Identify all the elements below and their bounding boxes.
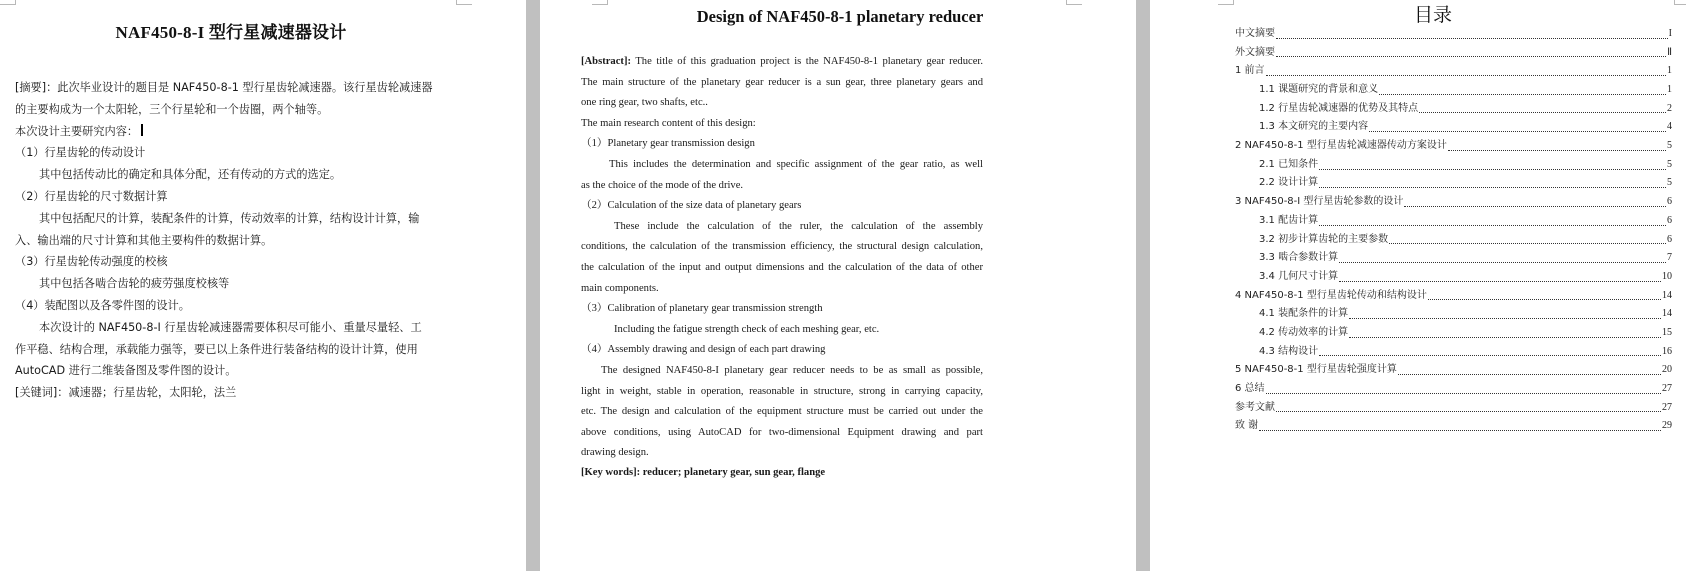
toc-page-number: 6 [1667,214,1672,226]
toc-entry-title: 4.1 装配条件的计算 [1259,308,1349,320]
toc-page-number: 7 [1667,252,1672,264]
toc-page-number: 14 [1662,308,1672,320]
abstract-label: [摘要] [15,81,47,94]
toc-page-number: 1 [1667,84,1672,96]
toc-page-number: 27 [1662,401,1672,413]
abstract-label: [Abstract]: [581,56,632,67]
toc-entry[interactable] [1235,118,1672,137]
toc-entry[interactable] [1235,249,1672,268]
item-desc: 入、输出端的尺寸计算和其他主要构件的数据计算。 [15,233,273,247]
toc-entry-title: 3.4 几何尺寸计算 [1259,270,1339,282]
toc-dot-leader [1319,168,1666,170]
toc-entry-title: 外文摘要 [1235,46,1275,58]
toc-entry-title: 3 NAF450-8-I 型行星齿轮参数的设计 [1235,196,1404,208]
item-desc: These include the calculation of the ruler, the calculation of the assembly [614,220,983,232]
toc-entry[interactable] [1235,417,1672,436]
toc-page-number: 15 [1662,326,1672,338]
toc-page-number: 5 [1667,158,1672,170]
abstract-text: one ring gear, two shafts, etc.. [581,97,708,109]
toc-dot-leader [1276,55,1666,57]
toc-entry-title: 2.2 设计计算 [1259,177,1319,189]
toc-dot-leader [1404,205,1666,207]
toc-entry[interactable] [1235,212,1672,231]
toc-entry[interactable] [1235,193,1672,212]
toc-entry-title: 3.1 配齿计算 [1259,214,1319,226]
toc-entry[interactable] [1235,44,1672,63]
toc-dot-leader [1369,130,1666,132]
toc-entry-title: 4.2 传动效率的计算 [1259,326,1349,338]
margin-corner-mark [1066,0,1082,5]
toc-entry[interactable] [1235,268,1672,287]
toc-page-number: 5 [1667,177,1672,189]
toc-entry-title: 4 NAF450-8-1 型行星齿轮传动和结构设计 [1235,289,1427,301]
toc-dot-leader [1276,37,1668,39]
toc-dot-leader [1419,111,1666,113]
toc-entry[interactable] [1235,137,1672,156]
item-desc: the calculation of the input and output dimensions and the calculation of the data of other [581,261,983,273]
document-title-cn: NAF450-8-I 型行星减速器设计 [115,23,347,42]
toc-entry[interactable] [1235,287,1672,306]
item-heading: （4）装配图以及各零件图的设计。 [15,298,190,312]
item-desc: Including the fatigue strength check of each meshing gear, etc. [614,323,880,335]
abstract-text: 的主要构成为一个太阳轮，三个行星轮和一个齿圈，两个轴等。 [15,102,329,116]
margin-corner-mark [0,0,16,5]
toc-entry-title: 1 前言 [1235,65,1265,77]
toc-page-number: Ⅱ [1667,46,1672,58]
item-heading: （3）行星齿轮传动强度的校核 [15,255,168,269]
toc-entry-title: 1.3 本文研究的主要内容 [1259,121,1369,133]
toc-page-number: 2 [1667,102,1672,114]
page-gutter [1136,0,1150,571]
conclusion-text: The designed NAF450-8-I planetary gear reducer needs to be as small as possible, [601,364,983,376]
toc-entry-title: 2 NAF450-8-1 型行星齿轮减速器传动方案设计 [1235,140,1447,152]
toc-dot-leader [1276,410,1661,412]
toc-entry[interactable] [1235,231,1672,250]
page-table-of-contents [1150,0,1686,571]
conclusion-text: 本次设计的 NAF450-8-I 行星齿轮减速器需要体积尽可能小、重量尽量轻、工 [39,320,422,334]
conclusion-text: 作平稳、结构合理，承载能力强等，要已以上条件进行装备结构的设计计算，使用 [15,342,418,356]
item-heading: （4）Assembly drawing and design of each part drawing [581,344,826,356]
toc-title: 目录 [1413,4,1452,26]
margin-corner-mark [456,0,472,5]
abstract-text: ：此次毕业设计的题目是 NAF450-8-1 型行星齿轮减速器。该行星齿轮减速器 [46,81,433,94]
toc-page-number: 20 [1662,364,1672,376]
toc-page-number: 5 [1667,140,1672,152]
toc-page-number: 1 [1667,65,1672,77]
page-english-abstract [540,0,1136,571]
toc-dot-leader [1398,373,1661,375]
item-heading: （2）行星齿轮的尺寸数据计算 [15,189,168,203]
toc-entry-title: 6 总结 [1235,383,1265,395]
item-desc: 其中包括传动比的确定和具体分配，还有传动的方式的选定。 [39,168,342,182]
toc-entry[interactable] [1235,343,1672,362]
toc-dot-leader [1319,186,1666,188]
toc-list [1235,25,1672,436]
toc-entry-title: 1.2 行星齿轮减速器的优势及其特点 [1259,102,1419,114]
conclusion-text: above conditions, using AutoCAD for two-dimensional Equipment drawing and part [581,426,983,438]
conclusion-text: drawing design. [581,447,649,459]
toc-entry[interactable] [1235,399,1672,418]
toc-page-number: I [1668,27,1672,39]
abstract-body-cn[interactable] [15,77,447,404]
toc-entry[interactable] [1235,156,1672,175]
item-heading: （3）Calibration of planetary gear transmission strength [581,303,823,315]
toc-dot-leader [1339,280,1661,282]
toc-dot-leader [1266,392,1661,394]
abstract-text: The title of this graduation project is the NAF450-8-1 planetary gear reducer. [631,56,983,67]
toc-page-number: 6 [1667,196,1672,208]
abstract-body-en[interactable] [581,52,983,481]
item-heading: （2）Calculation of the size data of planetary gears [581,200,802,212]
toc-entry-title: 3.2 初步计算齿轮的主要参数 [1259,233,1389,245]
keywords: [Key words]: reducer; planetary gear, sun gear, flange [581,466,826,478]
toc-page-number: 14 [1662,289,1672,301]
toc-dot-leader [1379,93,1666,95]
toc-entry-title: 3.3 啮合参数计算 [1259,252,1339,264]
item-desc: 其中包括各啮合齿轮的疲劳强度校核等 [39,277,230,291]
item-heading: （1）Planetary gear transmission design [581,138,755,150]
toc-entry[interactable] [1235,62,1672,81]
toc-page-number: 16 [1662,345,1672,357]
toc-entry[interactable] [1235,81,1672,100]
margin-corner-mark [592,0,608,5]
toc-dot-leader [1448,149,1666,151]
toc-entry-title: 4.3 结构设计 [1259,345,1319,357]
toc-dot-leader [1319,224,1666,226]
item-desc: main components. [581,282,659,294]
conclusion-text: etc. The design and calculation of the equipment structure must be carried out under the [581,406,983,418]
toc-entry-title: 致 谢 [1235,420,1259,432]
toc-entry-title: 2.1 已知条件 [1259,158,1319,170]
item-desc: conditions, the calculation of the transmission efficiency, the structural design calculation, [581,241,983,253]
toc-entry-title: 1.1 课题研究的背景和意义 [1259,84,1379,96]
document-title-en: Design of NAF450-8-1 planetary reducer [696,7,984,26]
item-desc: 其中包括配尺的计算，装配条件的计算，传动效率的计算，结构设计计算，输 [39,211,420,225]
toc-dot-leader [1349,317,1661,319]
toc-dot-leader [1319,354,1661,356]
conclusion-text: AutoCAD 进行二维装备图及零件图的设计。 [15,364,237,378]
toc-entry-title: 参考文献 [1235,401,1275,413]
toc-entry[interactable] [1235,380,1672,399]
toc-dot-leader [1339,261,1666,263]
toc-entry[interactable] [1235,305,1672,324]
toc-entry-title: 中文摘要 [1235,27,1275,39]
item-desc: as the choice of the mode of the drive. [581,179,744,191]
toc-dot-leader [1428,298,1661,300]
item-heading: （1）行星齿轮的传动设计 [15,146,146,160]
toc-entry[interactable] [1235,324,1672,343]
abstract-text: The main structure of the planetary gear reducer is a sun gear, three planetary gears and [581,76,983,88]
toc-dot-leader [1259,429,1661,431]
toc-page-number: 10 [1662,270,1672,282]
toc-dot-leader [1266,74,1666,76]
toc-entry[interactable] [1235,175,1672,194]
toc-entry[interactable] [1235,25,1672,44]
item-desc: This includes the determination and specific assignment of the gear ratio, as well [609,158,983,170]
toc-page-number: 27 [1662,383,1672,395]
toc-dot-leader [1349,336,1661,338]
conclusion-text: light in weight, stable in operation, reasonable in structure, strong in carrying capacity, [581,385,983,397]
keywords: [关键词]：减速器；行星齿轮，太阳轮，法兰 [15,386,237,400]
toc-dot-leader [1389,242,1666,244]
toc-page-number: 6 [1667,233,1672,245]
toc-entry[interactable] [1235,361,1672,380]
page-chinese-abstract [0,0,526,571]
text-cursor [141,124,143,136]
toc-entry-title: 5 NAF450-8-1 型行星齿轮强度计算 [1235,364,1397,376]
research-heading: The main research content of this design: [581,117,756,129]
toc-page-number: 4 [1667,121,1672,133]
research-heading: 本次设计主要研究内容： [15,124,139,138]
toc-entry[interactable] [1235,100,1672,119]
page-gutter [526,0,540,571]
toc-page-number: 29 [1662,420,1672,432]
